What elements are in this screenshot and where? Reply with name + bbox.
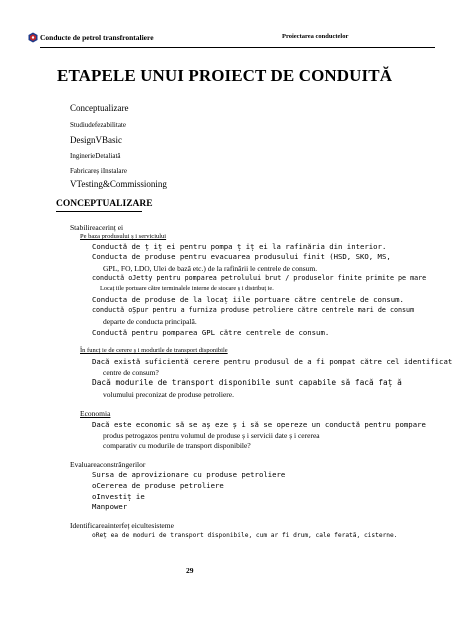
transport-line: volumului preconizat de produse petroliere.	[103, 390, 234, 399]
constraints-label: Evaluareaconstrângerilor	[70, 460, 146, 469]
company-logo-icon	[28, 32, 38, 43]
needs-line: Conducta de produse de la locaț iile portuare către centrele de consum.	[92, 295, 404, 304]
section-heading: CONCEPTUALIZARE	[56, 199, 153, 209]
needs-sub-label: Pe baza produsului ș i serviciului	[80, 233, 167, 240]
constraints-line: Manpower	[92, 502, 128, 511]
economy-line: Dacă este economic să se aș eze ș i să se opereze un conductă pentru pompare	[92, 420, 426, 429]
economy-line: comparativ cu modurile de transport disponibile?	[103, 441, 251, 450]
needs-line: Conductă pentru pomparea GPL către centrele de consum.	[92, 328, 330, 337]
stage-item: VTesting&Commissioning	[70, 179, 167, 189]
needs-line: conductă oȘpur pentru a furniza produse petroliere către centrele mari de consum	[92, 306, 415, 314]
constraints-line: oCererea de produse petroliere	[92, 481, 224, 490]
transport-line: Dacă modurile de transport disponibile sunt capabile să facă faț ă	[92, 378, 402, 387]
page-title: ETAPELE UNUI PROIECT DE CONDUITĂ	[57, 66, 393, 85]
economy-label: Economia	[80, 409, 111, 418]
stage-item: Studiudefezabilitate	[70, 121, 126, 129]
section-heading-underline	[56, 211, 142, 212]
needs-line: Locaț iile portuare către terminalele interne de stocare ș i distribuț ie.	[100, 285, 274, 292]
constraints-line: Sursa de aprovizionare cu produse petroliere	[92, 470, 286, 479]
stage-item: InginerieDetaliată	[70, 152, 121, 160]
needs-label: Stabilireacerinț ei	[70, 223, 124, 232]
stage-item: Conceptualizare	[70, 103, 129, 113]
header-divider	[40, 47, 435, 48]
header-title: Conducte de petrol transfrontaliere	[40, 33, 154, 42]
interfaces-line: oReț ea de moduri de transport disponibile, cum ar fi drum, cale ferată, cisterne.	[92, 532, 398, 539]
needs-line: departe de conducta principală.	[103, 317, 197, 326]
page-number: 29	[186, 566, 194, 575]
transport-line: centre de consum?	[103, 368, 159, 377]
needs-line: Conductă de ț iț ei pentru pompa ț iț ei la rafinăria din interior.	[92, 242, 387, 251]
needs-line: GPL, FO, LDO, Ulei de bază etc.) de la rafinării le centrele de consum.	[103, 264, 318, 273]
needs-line: conductă oJetty pentru pomparea petrolului brut / produselor finite primite pe mare	[92, 274, 427, 282]
stage-item: DesignVBasic	[70, 135, 122, 145]
constraints-line: oInvestiț ie	[92, 492, 145, 501]
transport-label: În funcț ie de cerere ș i modurile de transport disponibile	[80, 347, 228, 354]
interfaces-label: Identificareainterfeț eicultesisteme	[70, 521, 174, 530]
header-section: Proiectarea conductelor	[282, 33, 349, 40]
stage-item: Fabricareș iInstalare	[70, 167, 127, 175]
needs-line: Conducta de produse pentru evacuarea produsului finit (HSD, SKO, MS,	[92, 252, 391, 261]
economy-line: produs petrogazos pentru volumul de produse ș i servicii date ș i cererea	[103, 431, 320, 440]
transport-line: Dacă există suficientă cerere pentru produsul de a fi pompat către cel identificat	[92, 357, 453, 366]
